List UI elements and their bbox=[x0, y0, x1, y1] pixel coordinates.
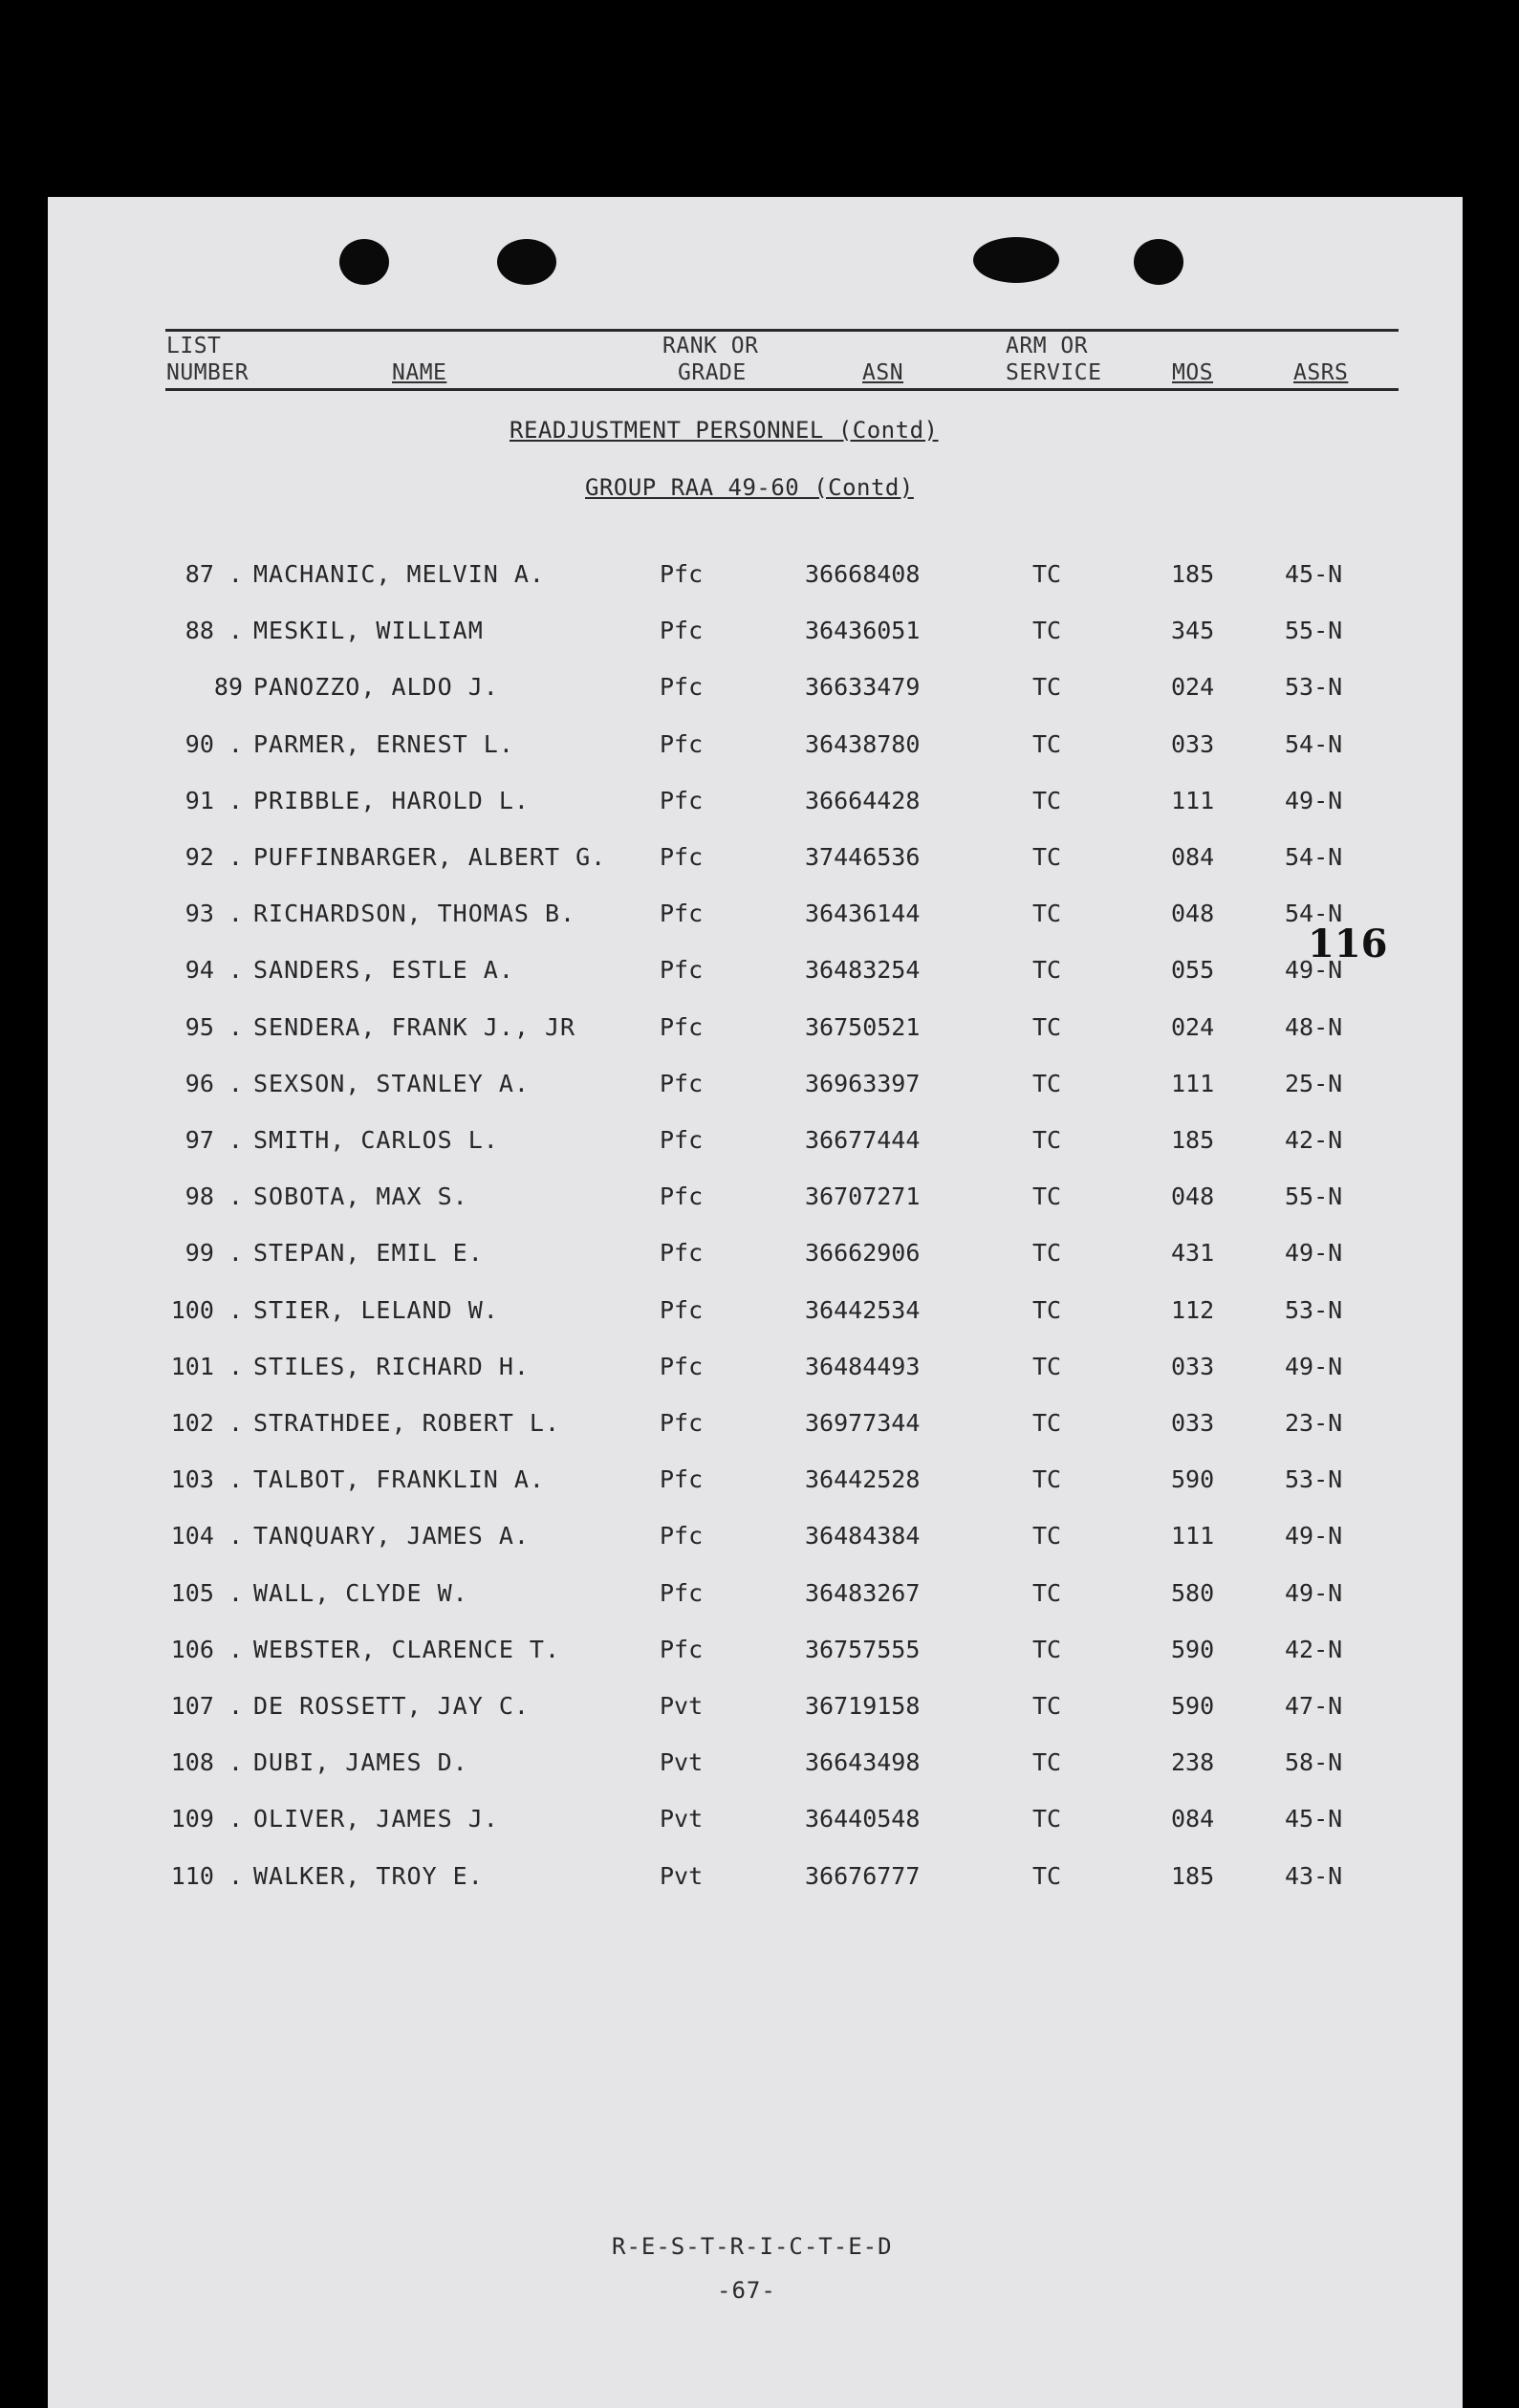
cell-name: SEXSON, STANLEY A. bbox=[253, 1069, 530, 1097]
cell-rank: Pfc bbox=[660, 1182, 704, 1211]
cell-asn: 36438780 bbox=[805, 729, 921, 758]
cell-num: 102 . bbox=[170, 1409, 243, 1437]
cell-asrs: 47-N bbox=[1285, 1692, 1343, 1720]
cell-asn: 36436144 bbox=[805, 900, 921, 928]
cell-arm: TC bbox=[1032, 1182, 1062, 1211]
cell-asrs: 54-N bbox=[1285, 900, 1343, 928]
cell-num: 88 . bbox=[184, 617, 243, 645]
cell-name: DE ROSSETT, JAY C. bbox=[253, 1692, 530, 1720]
cell-asn: 36719158 bbox=[805, 1692, 921, 1720]
cell-mos: 084 bbox=[1171, 1805, 1215, 1833]
cell-rank: Pfc bbox=[660, 617, 704, 645]
cell-mos: 024 bbox=[1171, 1012, 1215, 1041]
header-arm: ARM OR SERVICE bbox=[1006, 334, 1102, 385]
table-row bbox=[48, 900, 1463, 938]
cell-num: 96 . bbox=[184, 1069, 243, 1097]
binder-hole-4 bbox=[1134, 239, 1183, 285]
table-row bbox=[48, 1239, 1463, 1277]
cell-asrs: 49-N bbox=[1285, 956, 1343, 985]
cell-name: WEBSTER, CLARENCE T. bbox=[253, 1635, 561, 1663]
cell-rank: Pfc bbox=[660, 560, 704, 588]
cell-asrs: 49-N bbox=[1285, 1578, 1343, 1607]
cell-num: 101 . bbox=[170, 1352, 243, 1380]
cell-mos: 033 bbox=[1171, 1409, 1215, 1437]
cell-asrs: 49-N bbox=[1285, 786, 1343, 814]
cell-asn: 36664428 bbox=[805, 786, 921, 814]
cell-name: TALBOT, FRANKLIN A. bbox=[253, 1465, 545, 1494]
table-row bbox=[48, 673, 1463, 711]
cell-num: 91 . bbox=[184, 786, 243, 814]
cell-arm: TC bbox=[1032, 956, 1062, 985]
table-row bbox=[48, 956, 1463, 994]
cell-asn: 36750521 bbox=[805, 1012, 921, 1041]
cell-asrs: 45-N bbox=[1285, 560, 1343, 588]
cell-name: STEPAN, EMIL E. bbox=[253, 1239, 484, 1268]
header-mos: MOS bbox=[1172, 360, 1214, 385]
cell-mos: 111 bbox=[1171, 786, 1215, 814]
cell-asn: 36436051 bbox=[805, 617, 921, 645]
classification-marking: R-E-S-T-R-I-C-T-E-D bbox=[612, 2233, 893, 2260]
cell-num: 104 . bbox=[170, 1522, 243, 1551]
cell-num: 90 . bbox=[184, 729, 243, 758]
cell-asn: 36484493 bbox=[805, 1352, 921, 1380]
cell-arm: TC bbox=[1032, 1522, 1062, 1551]
cell-num: 106 . bbox=[170, 1635, 243, 1663]
table-row bbox=[48, 1522, 1463, 1560]
cell-rank: Pfc bbox=[660, 1126, 704, 1154]
header-rank: RANK OR GRADE bbox=[662, 334, 759, 385]
cell-mos: 345 bbox=[1171, 617, 1215, 645]
cell-asn: 36757555 bbox=[805, 1635, 921, 1663]
cell-name: SENDERA, FRANK J., JR bbox=[253, 1012, 576, 1041]
table-row bbox=[48, 1409, 1463, 1447]
cell-rank: Pfc bbox=[660, 729, 704, 758]
cell-asrs: 48-N bbox=[1285, 1012, 1343, 1041]
cell-mos: 055 bbox=[1171, 956, 1215, 985]
cell-rank: Pfc bbox=[660, 843, 704, 871]
cell-asn: 36483267 bbox=[805, 1578, 921, 1607]
cell-rank: Pfc bbox=[660, 1409, 704, 1437]
cell-asn: 36442534 bbox=[805, 1295, 921, 1324]
cell-name: MACHANIC, MELVIN A. bbox=[253, 560, 545, 588]
cell-name: WALKER, TROY E. bbox=[253, 1861, 484, 1890]
page-stamp-number: 116 bbox=[1308, 922, 1388, 966]
cell-asrs: 53-N bbox=[1285, 673, 1343, 702]
cell-mos: 024 bbox=[1171, 673, 1215, 702]
cell-asrs: 55-N bbox=[1285, 1182, 1343, 1211]
cell-asn: 36484384 bbox=[805, 1522, 921, 1551]
cell-mos: 238 bbox=[1171, 1748, 1215, 1777]
cell-asrs: 54-N bbox=[1285, 729, 1343, 758]
cell-asrs: 49-N bbox=[1285, 1352, 1343, 1380]
cell-asn: 36483254 bbox=[805, 956, 921, 985]
cell-mos: 033 bbox=[1171, 729, 1215, 758]
cell-num: 87 . bbox=[184, 560, 243, 588]
cell-rank: Pfc bbox=[660, 1295, 704, 1324]
cell-asn: 36677444 bbox=[805, 1126, 921, 1154]
cell-num: 107 . bbox=[170, 1692, 243, 1720]
cell-asn: 36977344 bbox=[805, 1409, 921, 1437]
cell-num: 110 . bbox=[170, 1861, 243, 1890]
cell-name: MESKIL, WILLIAM bbox=[253, 617, 484, 645]
cell-asn: 36442528 bbox=[805, 1465, 921, 1494]
table-row bbox=[48, 1126, 1463, 1164]
cell-num: 103 . bbox=[170, 1465, 243, 1494]
cell-asn: 36963397 bbox=[805, 1069, 921, 1097]
cell-asrs: 53-N bbox=[1285, 1295, 1343, 1324]
cell-mos: 185 bbox=[1171, 1126, 1215, 1154]
cell-arm: TC bbox=[1032, 1012, 1062, 1041]
cell-rank: Pfc bbox=[660, 1239, 704, 1268]
table-row bbox=[48, 1296, 1463, 1334]
header-asn: ASN bbox=[862, 360, 904, 385]
document-page bbox=[48, 197, 1463, 2408]
cell-name: WALL, CLYDE W. bbox=[253, 1578, 468, 1607]
cell-rank: Pfc bbox=[660, 956, 704, 985]
cell-num: 93 . bbox=[184, 900, 243, 928]
cell-asrs: 55-N bbox=[1285, 617, 1343, 645]
cell-mos: 431 bbox=[1171, 1239, 1215, 1268]
cell-rank: Pvt bbox=[660, 1748, 704, 1777]
cell-mos: 185 bbox=[1171, 1861, 1215, 1890]
header-bottom-rule bbox=[165, 388, 1399, 391]
cell-arm: TC bbox=[1032, 786, 1062, 814]
binder-hole-1 bbox=[339, 239, 389, 285]
cell-arm: TC bbox=[1032, 729, 1062, 758]
cell-rank: Pfc bbox=[660, 673, 704, 702]
cell-arm: TC bbox=[1032, 1748, 1062, 1777]
cell-asrs: 58-N bbox=[1285, 1748, 1343, 1777]
cell-asrs: 54-N bbox=[1285, 843, 1343, 871]
cell-asn: 37446536 bbox=[805, 843, 921, 871]
cell-mos: 048 bbox=[1171, 900, 1215, 928]
table-row bbox=[48, 1182, 1463, 1221]
table-row bbox=[48, 1692, 1463, 1730]
page-number: -67- bbox=[717, 2277, 776, 2304]
cell-name: SANDERS, ESTLE A. bbox=[253, 956, 514, 985]
table-row bbox=[48, 1070, 1463, 1108]
cell-arm: TC bbox=[1032, 843, 1062, 871]
cell-rank: Pvt bbox=[660, 1861, 704, 1890]
cell-num: 108 . bbox=[170, 1748, 243, 1777]
cell-name: DUBI, JAMES D. bbox=[253, 1748, 468, 1777]
cell-num: 94 . bbox=[184, 956, 243, 985]
cell-asrs: 53-N bbox=[1285, 1465, 1343, 1494]
table-row bbox=[48, 1579, 1463, 1617]
cell-num: 105 . bbox=[170, 1578, 243, 1607]
cell-arm: TC bbox=[1032, 617, 1062, 645]
cell-arm: TC bbox=[1032, 1295, 1062, 1324]
cell-arm: TC bbox=[1032, 1409, 1062, 1437]
table-row bbox=[48, 1013, 1463, 1052]
cell-mos: 111 bbox=[1171, 1069, 1215, 1097]
cell-rank: Pfc bbox=[660, 900, 704, 928]
header-top-rule bbox=[165, 329, 1399, 332]
cell-asn: 36643498 bbox=[805, 1748, 921, 1777]
cell-num: 98 . bbox=[184, 1182, 243, 1211]
cell-mos: 033 bbox=[1171, 1352, 1215, 1380]
table-row bbox=[48, 560, 1463, 598]
cell-num: 92 . bbox=[184, 843, 243, 871]
cell-num: 95 . bbox=[184, 1012, 243, 1041]
cell-mos: 590 bbox=[1171, 1635, 1215, 1663]
table-row bbox=[48, 1636, 1463, 1674]
cell-mos: 111 bbox=[1171, 1522, 1215, 1551]
cell-mos: 084 bbox=[1171, 843, 1215, 871]
table-row bbox=[48, 787, 1463, 825]
cell-name: TANQUARY, JAMES A. bbox=[253, 1522, 530, 1551]
cell-mos: 590 bbox=[1171, 1465, 1215, 1494]
cell-name: RICHARDSON, THOMAS B. bbox=[253, 900, 576, 928]
table-row bbox=[48, 1805, 1463, 1843]
table-row bbox=[48, 1862, 1463, 1900]
cell-rank: Pfc bbox=[660, 1522, 704, 1551]
cell-name: PARMER, ERNEST L. bbox=[253, 729, 514, 758]
cell-rank: Pfc bbox=[660, 1465, 704, 1494]
cell-arm: TC bbox=[1032, 900, 1062, 928]
cell-asrs: 49-N bbox=[1285, 1239, 1343, 1268]
cell-asn: 36662906 bbox=[805, 1239, 921, 1268]
cell-arm: TC bbox=[1032, 1635, 1062, 1663]
section-title: READJUSTMENT PERSONNEL (Contd) bbox=[510, 417, 939, 444]
cell-rank: Pvt bbox=[660, 1805, 704, 1833]
cell-mos: 185 bbox=[1171, 560, 1215, 588]
table-row bbox=[48, 730, 1463, 769]
cell-name: PRIBBLE, HAROLD L. bbox=[253, 786, 530, 814]
cell-name: PUFFINBARGER, ALBERT G. bbox=[253, 843, 607, 871]
cell-arm: TC bbox=[1032, 1805, 1062, 1833]
cell-arm: TC bbox=[1032, 1069, 1062, 1097]
cell-mos: 048 bbox=[1171, 1182, 1215, 1211]
cell-rank: Pfc bbox=[660, 1635, 704, 1663]
header-asrs: ASRS bbox=[1293, 360, 1349, 385]
cell-name: SOBOTA, MAX S. bbox=[253, 1182, 468, 1211]
binder-hole-3 bbox=[973, 237, 1059, 283]
cell-asrs: 42-N bbox=[1285, 1126, 1343, 1154]
cell-arm: TC bbox=[1032, 1861, 1062, 1890]
cell-rank: Pfc bbox=[660, 786, 704, 814]
cell-asrs: 49-N bbox=[1285, 1522, 1343, 1551]
table-row bbox=[48, 1353, 1463, 1391]
cell-arm: TC bbox=[1032, 1239, 1062, 1268]
cell-arm: TC bbox=[1032, 1692, 1062, 1720]
cell-name: OLIVER, JAMES J. bbox=[253, 1805, 499, 1833]
cell-name: STIER, LELAND W. bbox=[253, 1295, 499, 1324]
table-row bbox=[48, 1748, 1463, 1787]
cell-arm: TC bbox=[1032, 1578, 1062, 1607]
cell-asn: 36668408 bbox=[805, 560, 921, 588]
cell-mos: 112 bbox=[1171, 1295, 1215, 1324]
cell-asrs: 43-N bbox=[1285, 1861, 1343, 1890]
cell-arm: TC bbox=[1032, 1352, 1062, 1380]
header-name: NAME bbox=[392, 360, 447, 385]
cell-num: 89 bbox=[213, 673, 243, 702]
cell-mos: 590 bbox=[1171, 1692, 1215, 1720]
cell-num: 109 . bbox=[170, 1805, 243, 1833]
cell-rank: Pfc bbox=[660, 1012, 704, 1041]
table-row bbox=[48, 617, 1463, 655]
cell-asn: 36707271 bbox=[805, 1182, 921, 1211]
cell-arm: TC bbox=[1032, 560, 1062, 588]
cell-name: STRATHDEE, ROBERT L. bbox=[253, 1409, 561, 1437]
cell-arm: TC bbox=[1032, 1465, 1062, 1494]
cell-asn: 36440548 bbox=[805, 1805, 921, 1833]
cell-rank: Pfc bbox=[660, 1069, 704, 1097]
cell-arm: TC bbox=[1032, 673, 1062, 702]
cell-arm: TC bbox=[1032, 1126, 1062, 1154]
cell-name: SMITH, CARLOS L. bbox=[253, 1126, 499, 1154]
cell-asn: 36676777 bbox=[805, 1861, 921, 1890]
cell-asrs: 42-N bbox=[1285, 1635, 1343, 1663]
cell-asrs: 25-N bbox=[1285, 1069, 1343, 1097]
cell-num: 97 . bbox=[184, 1126, 243, 1154]
table-row bbox=[48, 1465, 1463, 1504]
cell-name: PANOZZO, ALDO J. bbox=[253, 673, 499, 702]
cell-asn: 36633479 bbox=[805, 673, 921, 702]
cell-rank: Pfc bbox=[660, 1578, 704, 1607]
cell-mos: 580 bbox=[1171, 1578, 1215, 1607]
table-row bbox=[48, 843, 1463, 881]
cell-rank: Pfc bbox=[660, 1352, 704, 1380]
cell-asrs: 23-N bbox=[1285, 1409, 1343, 1437]
cell-num: 100 . bbox=[170, 1295, 243, 1324]
group-title: GROUP RAA 49-60 (Contd) bbox=[585, 474, 914, 501]
cell-asrs: 45-N bbox=[1285, 1805, 1343, 1833]
cell-rank: Pvt bbox=[660, 1692, 704, 1720]
cell-name: STILES, RICHARD H. bbox=[253, 1352, 530, 1380]
binder-hole-2 bbox=[497, 239, 556, 285]
cell-num: 99 . bbox=[184, 1239, 243, 1268]
header-list-number: LIST NUMBER bbox=[166, 334, 250, 385]
